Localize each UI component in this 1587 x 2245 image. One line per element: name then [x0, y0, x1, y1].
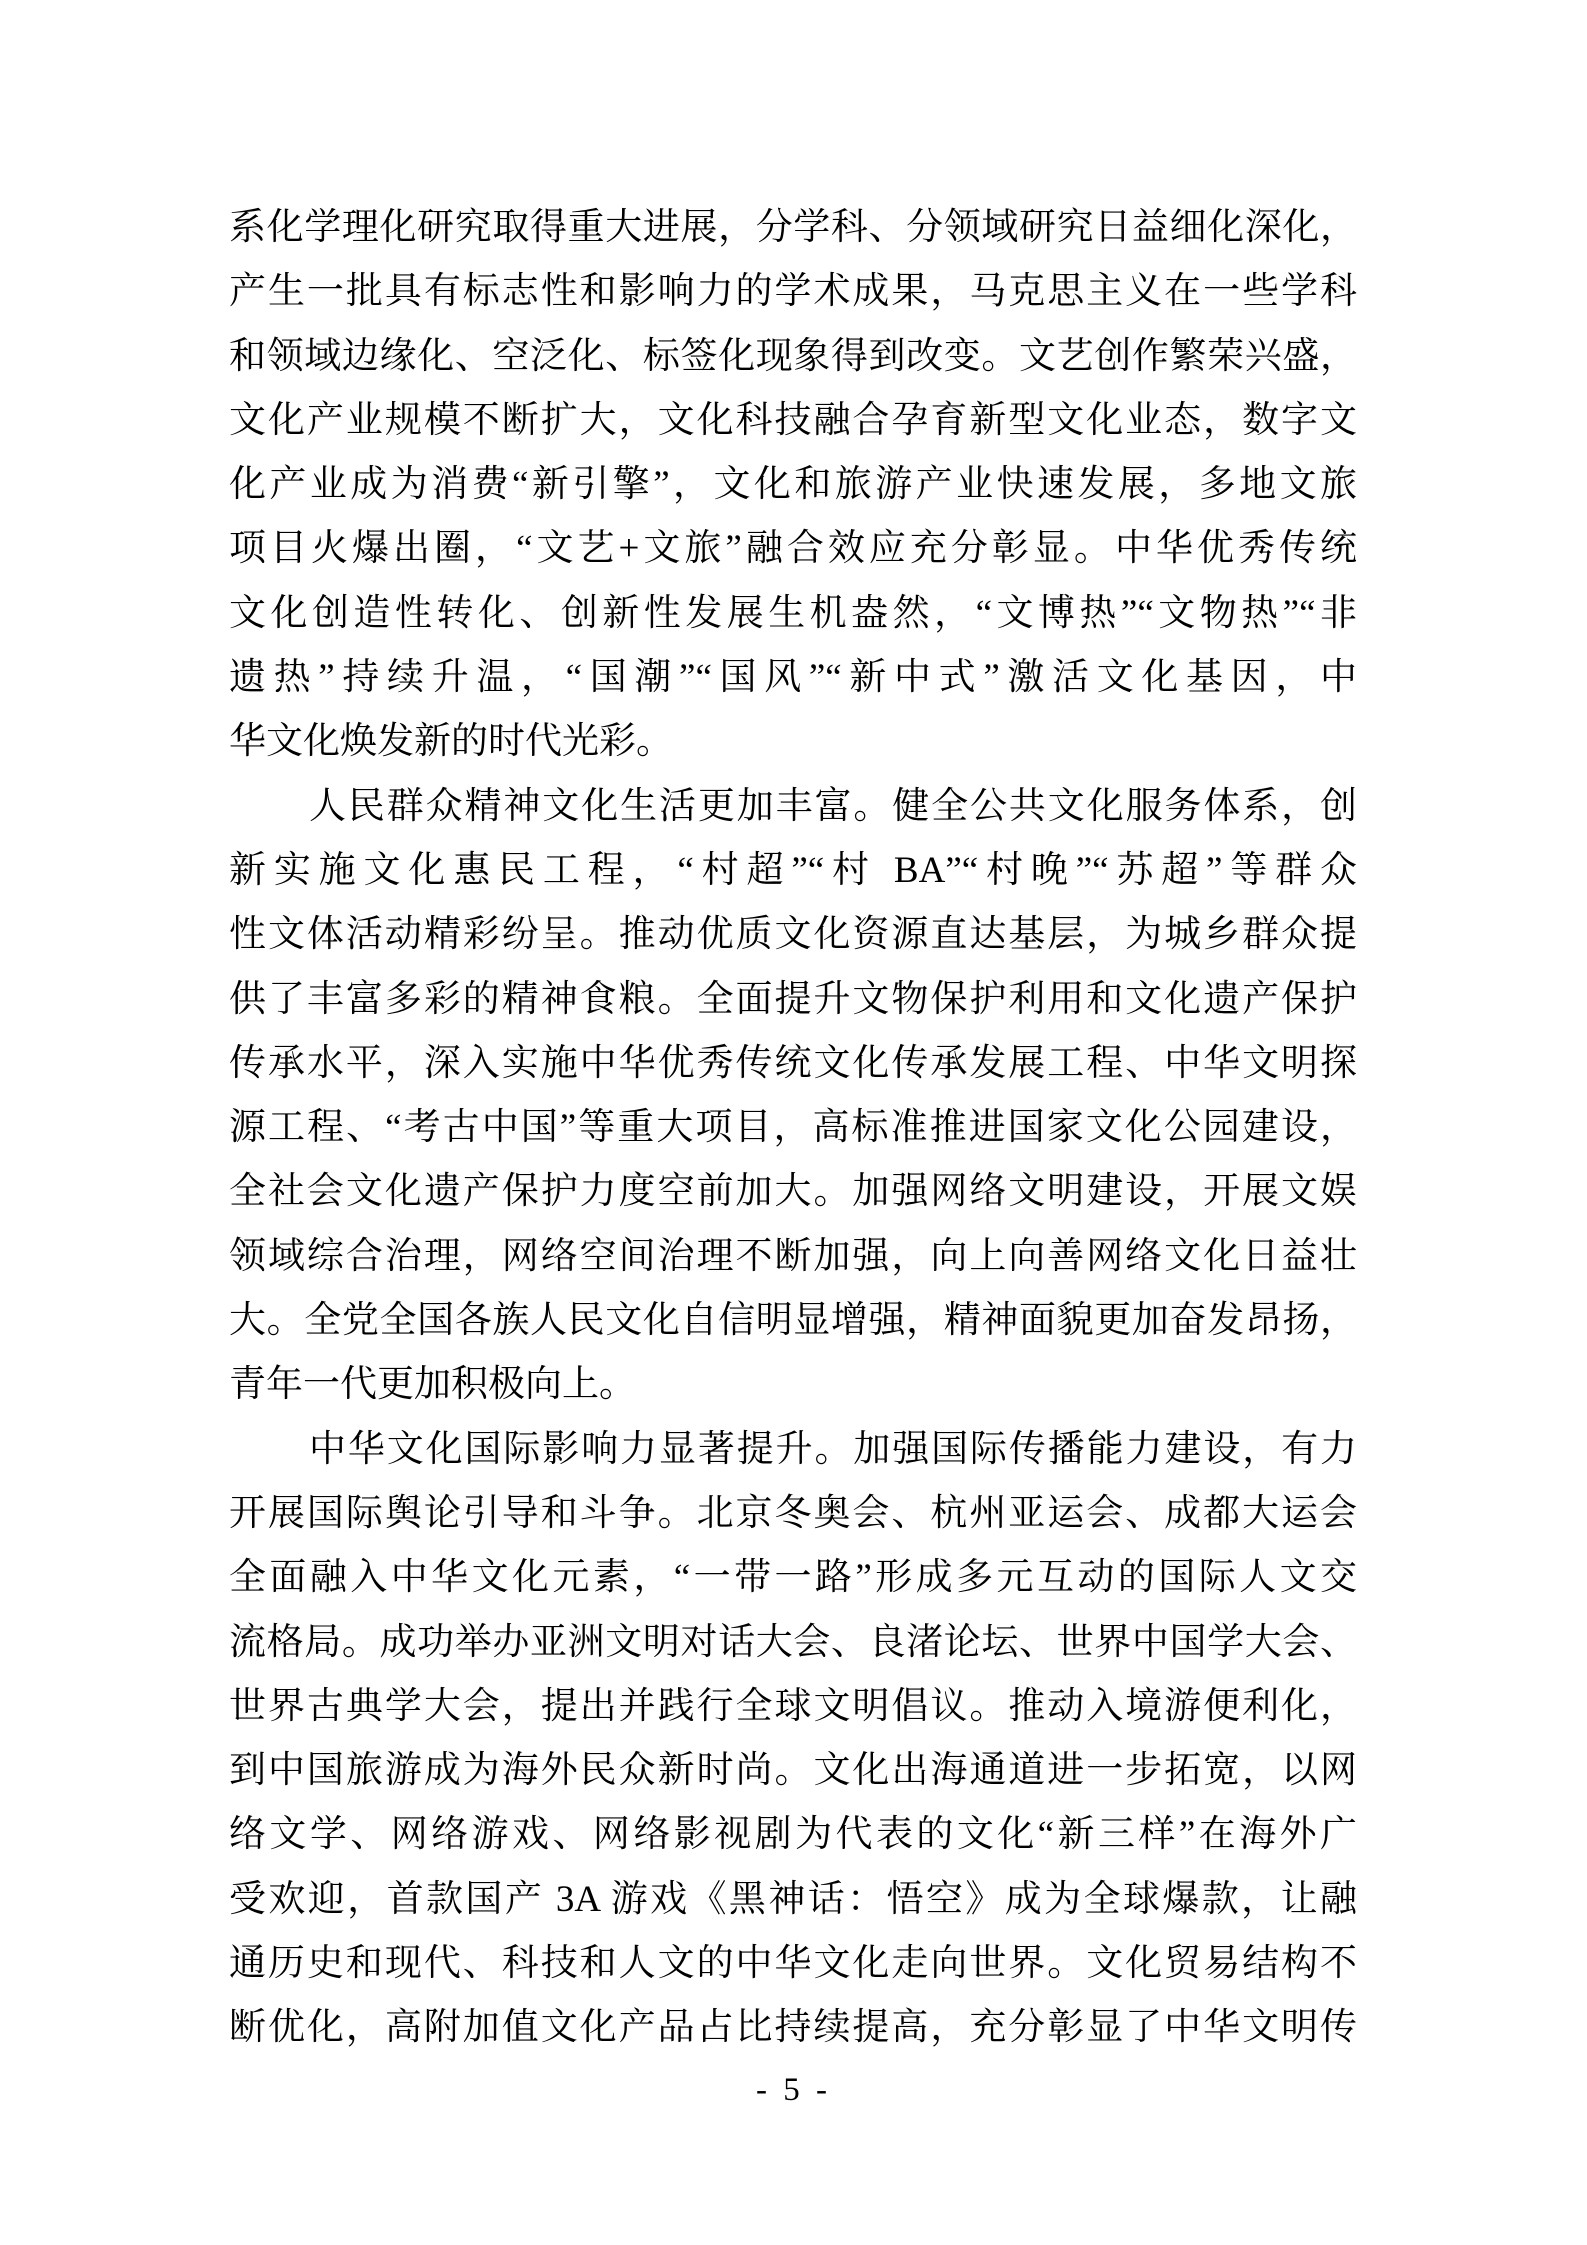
text-line: 性文体活动精彩纷呈。推动优质文化资源直达基层，为城乡群众提: [229, 914, 1357, 956]
text-line: 大。全党全国各族人民文化自信明显增强，精神面貌更加奋发昂扬，: [229, 1300, 1357, 1342]
text-line: 青年一代更加积极向上。: [229, 1364, 636, 1406]
text-line: 断优化，高附加值文化产品占比持续提高，充分彰显了中华文明传: [229, 2007, 1357, 2049]
text-line: 源工程、“考古中国”等重大项目，高标准推进国家文化公园建设，: [229, 1107, 1357, 1149]
text-line: 遗热”持续升温，“国潮”“国风”“新中式”激活文化基因，中: [229, 657, 1357, 699]
text-line: 络文学、网络游戏、网络影视剧为代表的文化“新三样”在海外广: [229, 1814, 1357, 1856]
text-line: 文化创造性转化、创新性发展生机盎然，“文博热”“文物热”“非: [229, 592, 1357, 634]
text-line: 人民群众精神文化生活更加丰富。健全公共文化服务体系，创: [309, 785, 1357, 827]
text-line: 受欢迎，首款国产 3A 游戏《黑神话：悟空》成为全球爆款，让融: [229, 1878, 1357, 1920]
body-text: [229, 196, 1357, 2061]
text-line: 全社会文化遗产保护力度空前加大。加强网络文明建设，开展文娱: [229, 1171, 1357, 1213]
text-line: 中华文化国际影响力显著提升。加强国际传播能力建设，有力: [309, 1428, 1357, 1470]
text-line: 到中国旅游成为海外民众新时尚。文化出海通道进一步拓宽，以网: [229, 1750, 1357, 1792]
text-line: 产生一批具有标志性和影响力的学术成果，马克思主义在一些学科: [229, 271, 1357, 313]
text-line: 供了丰富多彩的精神食粮。全面提升文物保护利用和文化遗产保护: [229, 978, 1357, 1020]
text-line: 和领域边缘化、空泛化、标签化现象得到改变。文艺创作繁荣兴盛，: [229, 335, 1357, 377]
text-line: 华文化焕发新的时代光彩。: [229, 721, 673, 763]
text-line: 文化产业规模不断扩大，文化科技融合孕育新型文化业态，数字文: [229, 399, 1357, 441]
text-line: 系化学理化研究取得重大进展，分学科、分领域研究日益细化深化，: [229, 207, 1357, 248]
text-line: 世界古典学大会，提出并践行全球文明倡议。推动入境游便利化，: [229, 1685, 1357, 1727]
text-line: 领域综合治理，网络空间治理不断加强，向上向善网络文化日益壮: [229, 1235, 1357, 1277]
text-line: 新实施文化惠民工程，“村超”“村 BA”“村晚”“苏超”等群众: [229, 849, 1357, 891]
text-line: 全面融入中华文化元素，“一带一路”形成多元互动的国际人文交: [229, 1557, 1357, 1599]
text-line: 开展国际舆论引导和斗争。北京冬奥会、杭州亚运会、成都大运会: [229, 1492, 1357, 1534]
text-line: 传承水平，深入实施中华优秀传统文化传承发展工程、中华文明探: [229, 1042, 1357, 1084]
text-line: 流格局。成功举办亚洲文明对话大会、良渚论坛、世界中国学大会、: [229, 1621, 1357, 1663]
text-line: 项目火爆出圈，“文艺+文旅”融合效应充分彰显。中华优秀传统: [229, 528, 1357, 570]
text-line: 化产业成为消费“新引擎”，文化和旅游产业快速发展，多地文旅: [229, 464, 1357, 506]
text-line: 通历史和现代、科技和人文的中华文化走向世界。文化贸易结构不: [229, 1943, 1357, 1985]
page-number: - 5 -: [756, 2072, 831, 2108]
